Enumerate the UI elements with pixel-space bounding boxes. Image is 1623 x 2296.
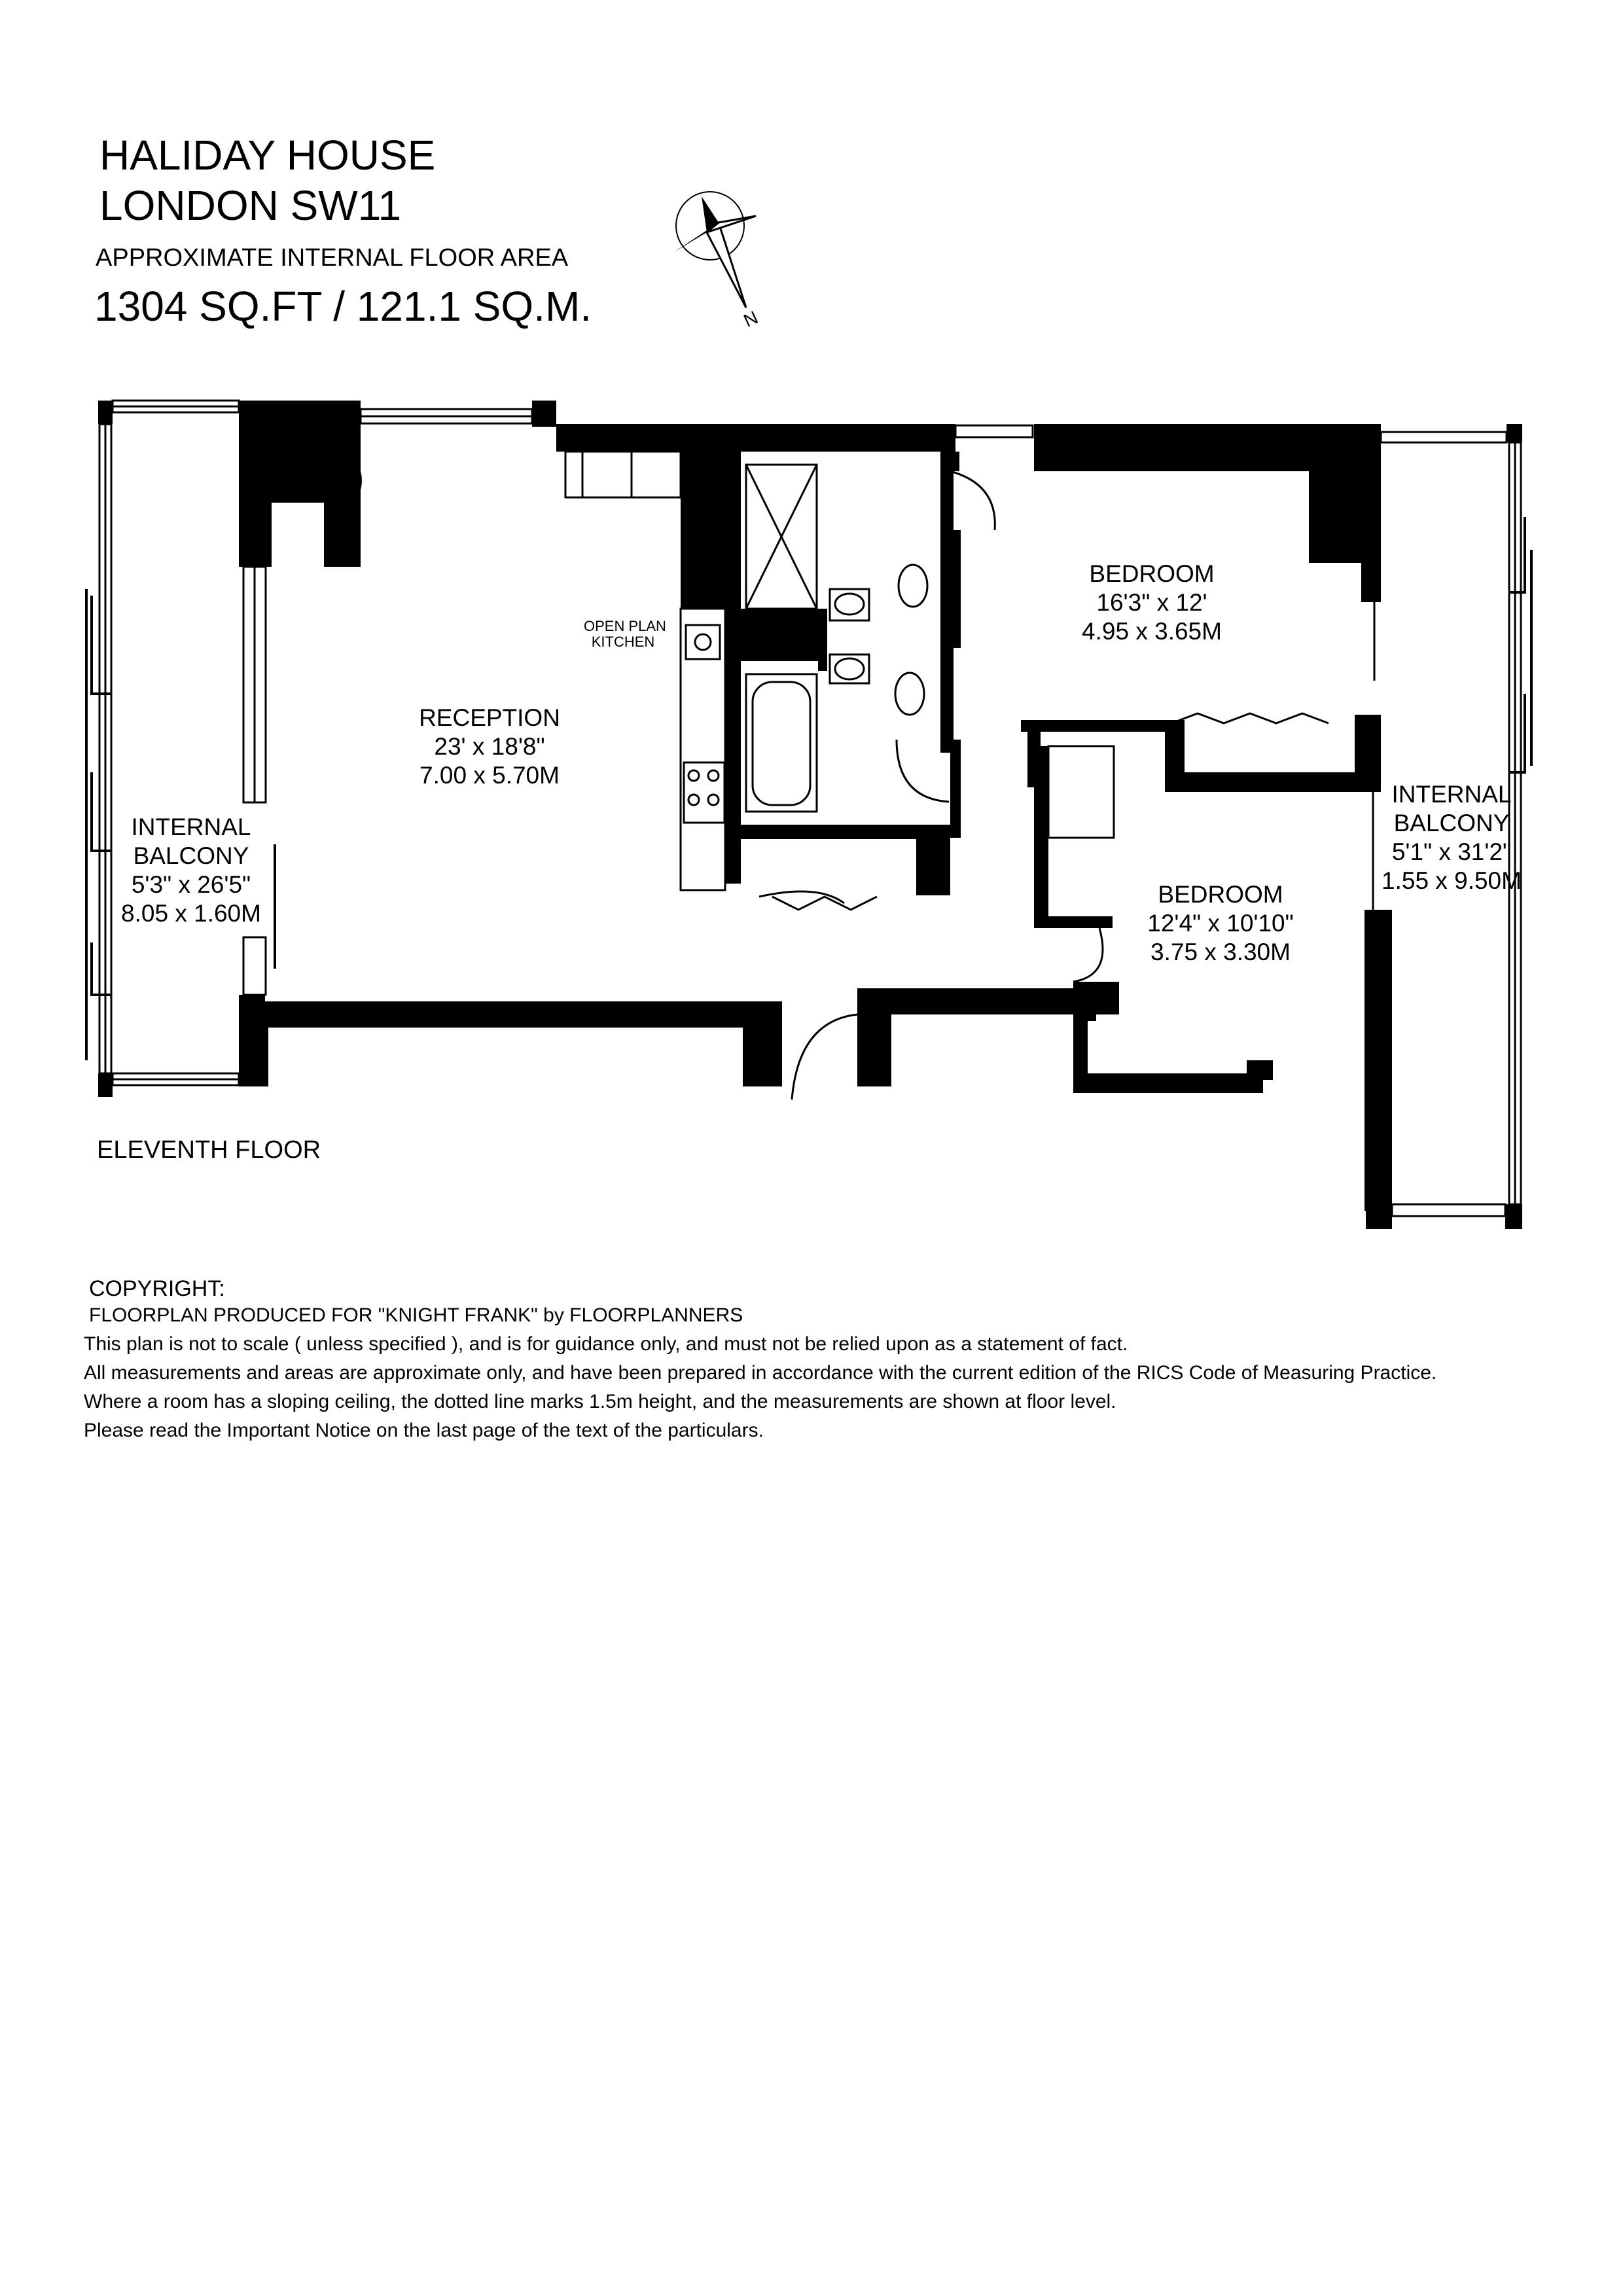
- reception-label: [419, 704, 560, 790]
- balcony-right-imperial: 5'1" x 31'2": [1391, 838, 1512, 865]
- compass-icon: [674, 192, 756, 308]
- kitchen-label-line1: OPEN PLAN: [584, 618, 666, 634]
- copyright-line: Please read the Important Notice on the last page of the text of the particulars.: [84, 1420, 764, 1441]
- kitchen-label-line2: KITCHEN: [591, 634, 655, 650]
- windows: [99, 401, 1521, 1216]
- kitchen-label: [584, 618, 666, 650]
- bedroom1-metric: 4.95 x 3.65M: [1082, 618, 1222, 645]
- balcony-right-line1: INTERNAL: [1391, 781, 1512, 808]
- area-caption: APPROXIMATE INTERNAL FLOOR AREA: [96, 244, 569, 272]
- bedroom2-metric: 3.75 x 3.30M: [1150, 939, 1291, 965]
- reception-imperial: 23' x 18'8": [434, 733, 545, 760]
- bedroom2-label: [1147, 880, 1294, 967]
- copyright-line: This plan is not to scale ( unless specified ), and is for guidance only, and must not be relied upon as a statement of fact.: [84, 1333, 1128, 1355]
- bedroom2-imperial: 12'4" x 10'10": [1147, 910, 1294, 937]
- copyright-line: All measurements and areas are approximate only, and have been prepared in accordance with the current edition of the RICS Code of Measuring Practice.: [84, 1362, 1437, 1384]
- reception-name: RECEPTION: [419, 704, 560, 731]
- copyright-heading: COPYRIGHT:: [89, 1276, 225, 1301]
- north-letter: N: [740, 306, 761, 331]
- bedroom2-name: BEDROOM: [1158, 881, 1283, 908]
- copyright-line: Where a room has a sloping ceiling, the dotted line marks 1.5m height, and the measurements are shown at floor level.: [84, 1391, 1116, 1412]
- property-location: LONDON SW11: [99, 182, 402, 229]
- bedroom1-imperial: 16'3" x 12': [1096, 589, 1207, 616]
- balcony-left-line2: BALCONY: [133, 842, 249, 869]
- bedroom1-label: [1082, 560, 1222, 646]
- balcony-left-line1: INTERNAL: [131, 814, 251, 840]
- balcony-left-imperial: 5'3" x 26'5": [131, 871, 251, 898]
- balcony-left-metric: 8.05 x 1.60M: [121, 900, 261, 927]
- balcony-right-metric: 1.55 x 9.50M: [1382, 867, 1522, 894]
- reception-metric: 7.00 x 5.70M: [419, 762, 560, 789]
- area-value: 1304 SQ.FT / 121.1 SQ.M.: [94, 283, 592, 330]
- bedroom1-name: BEDROOM: [1089, 560, 1215, 587]
- property-name: HALIDAY HOUSE: [99, 132, 436, 179]
- walls: [98, 401, 1522, 1229]
- balcony-right-line2: BALCONY: [1393, 810, 1510, 836]
- copyright-line: FLOORPLAN PRODUCED FOR "KNIGHT FRANK" by FLOORPLANNERS: [89, 1304, 743, 1326]
- balcony-left-label: [121, 813, 261, 928]
- balcony-right-label: [1382, 780, 1522, 895]
- floor-label: ELEVENTH FLOOR: [97, 1136, 321, 1164]
